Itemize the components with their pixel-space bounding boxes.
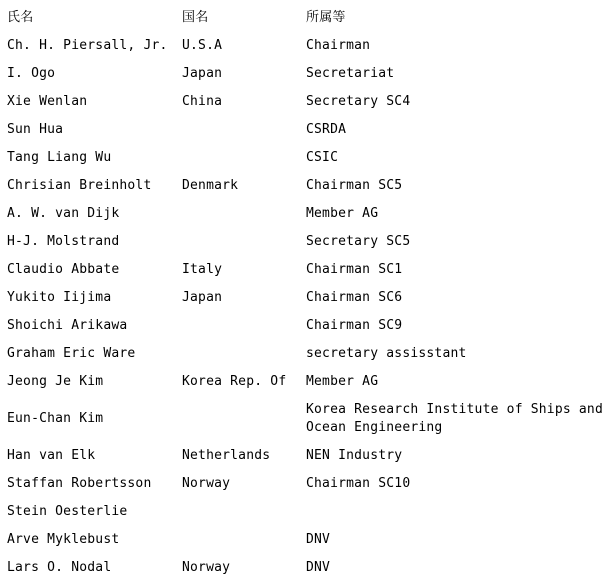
table-row [0,60,612,88]
cell-name: I. Ogo [7,66,56,81]
cell-country [175,116,299,144]
cell-country: China [182,94,223,109]
cell-country [175,498,299,526]
cell-country: U.S.A [182,38,223,53]
header-name: 氏名 [7,10,34,25]
table-row [0,144,612,172]
table-row [0,284,612,312]
cell-name: Xie Wenlan [7,94,88,109]
cell-name: H-J. Molstrand [7,234,120,249]
table-row [0,312,612,340]
table-row [0,200,612,228]
cell-name: Chrisian Breinholt [7,178,152,193]
cell-name: Sun Hua [7,122,64,137]
table-row [0,442,612,470]
cell-name: Tang Liang Wu [7,150,112,165]
cell-affiliation: Chairman SC6 [306,290,403,305]
table-row [0,526,612,554]
cell-affiliation: CSRDA [306,122,347,137]
cell-country [175,526,299,554]
cell-affiliation: Chairman SC10 [306,476,411,491]
table-header-row [0,4,612,32]
table-row [0,256,612,284]
participant-table [0,4,612,582]
table-row [0,88,612,116]
table-row [0,340,612,368]
cell-affiliation: secretary assisstant [306,346,467,361]
cell-country: Denmark [182,178,239,193]
table-row [0,498,612,526]
cell-country: Netherlands [182,448,271,463]
cell-country [175,228,299,256]
cell-affiliation: Korea Research Institute of Ships and Ocean Engineering [306,402,603,435]
cell-affiliation: Member AG [306,206,379,221]
table-row [0,396,612,442]
cell-affiliation: CSIC [306,150,339,165]
table-row [0,470,612,498]
cell-affiliation: Member AG [306,374,379,389]
table-row [0,172,612,200]
cell-name: Lars O. Nodal [7,560,112,575]
cell-name: Graham Eric Ware [7,346,136,361]
cell-name: Arve Myklebust [7,532,120,547]
cell-country: Japan [182,290,223,305]
cell-name: Shoichi Arikawa [7,318,128,333]
table-row [0,228,612,256]
cell-country: Japan [182,66,223,81]
cell-country [175,144,299,172]
cell-affiliation: Chairman SC9 [306,318,403,333]
cell-country [175,340,299,368]
cell-affiliation: NEN Industry [306,448,403,463]
cell-country [175,396,299,442]
cell-name: Jeong Je Kim [7,374,104,389]
cell-country: Norway [182,560,231,575]
cell-name: Yukito Iijima [7,290,112,305]
cell-name: Eun-Chan Kim [7,411,104,426]
cell-affiliation: Chairman [306,38,371,53]
header-country: 国名 [182,10,209,25]
cell-affiliation: Chairman SC1 [306,262,403,277]
cell-name: Stein Oesterlie [7,504,128,519]
cell-country: Italy [182,262,223,277]
table-row [0,554,612,582]
table-row [0,116,612,144]
header-affiliation: 所属等 [306,10,346,25]
cell-affiliation: DNV [306,560,331,575]
cell-name: Ch. H. Piersall, Jr. [7,38,168,53]
cell-affiliation: Secretary SC5 [306,234,411,249]
cell-name: Han van Elk [7,448,96,463]
cell-affiliation: Chairman SC5 [306,178,403,193]
cell-affiliation: Secretary SC4 [306,94,411,109]
cell-name: Staffan Robertsson [7,476,152,491]
cell-country [175,312,299,340]
cell-name: A. W. van Dijk [7,206,120,221]
cell-affiliation: Secretariat [306,66,395,81]
cell-country: Norway [182,476,231,491]
cell-affiliation [299,498,612,526]
cell-affiliation: DNV [306,532,331,547]
cell-name: Claudio Abbate [7,262,120,277]
cell-country [175,200,299,228]
table-row [0,32,612,60]
cell-country: Korea Rep. Of [182,374,287,389]
table-row [0,368,612,396]
